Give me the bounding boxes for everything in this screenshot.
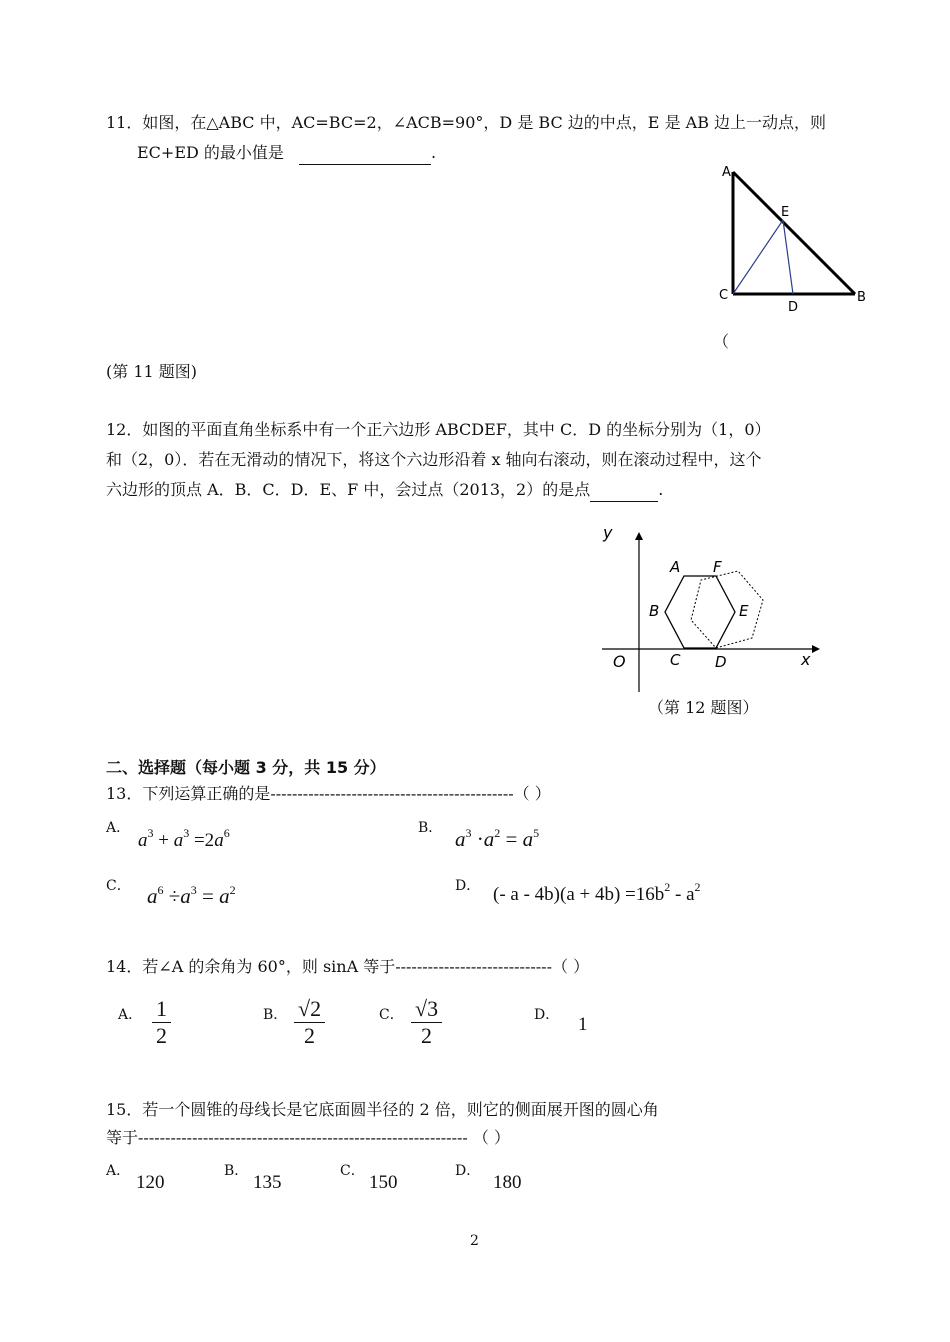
q15-line2: 等于------------------------------------------------------------- （ ）	[106, 1128, 510, 1147]
q12-answer-blank[interactable]	[590, 479, 658, 502]
q13-option-c[interactable]	[106, 875, 131, 895]
q13-c-exp1: 6	[157, 883, 164, 897]
q13-c-exp2: 3	[190, 883, 197, 897]
q11-caption: (第 11 题图)	[106, 362, 198, 381]
q13-d-main: (- a - 4b)(a + 4b) =16b	[493, 884, 665, 905]
q14-stem: 14．若∠A 的余角为 60°，则 sinA 等于-----------------------------（ ）	[106, 957, 590, 976]
q12-line3	[106, 479, 663, 502]
q15-option-b-value: 135	[253, 1172, 282, 1193]
q13-a-base1: a	[138, 830, 148, 851]
q13-option-d-label: D．	[455, 878, 481, 894]
q13-a-exp1: 3	[147, 826, 154, 840]
q12-label-b: B	[649, 602, 660, 620]
q11-label-b: B	[857, 290, 866, 305]
q15-option-a-value: 120	[136, 1172, 165, 1193]
q12-x-arrow	[812, 645, 820, 653]
q11-answer-blank[interactable]	[299, 142, 431, 165]
q12-line3-text: 六边形的顶点 A．B．C．D．E、F 中，会过点（2013，2）的是点	[106, 480, 591, 499]
q13-stem: 13．下列运算正确的是---------------------------------------------（ ）	[106, 784, 551, 803]
q11-label-a: A	[722, 165, 731, 180]
q12-label-x: x	[801, 650, 811, 669]
q12-label-d: D	[715, 653, 727, 671]
q14-c-num: √3	[415, 996, 439, 1021]
q11-line2-text: EC+ED 的最小值是	[137, 143, 284, 162]
q11-side-ab	[733, 172, 855, 294]
q12-label-f: F	[713, 558, 722, 576]
q13-b-base1: a	[455, 827, 466, 851]
q12-label-a: A	[670, 558, 681, 576]
q14-option-a-label[interactable]: A．	[118, 1007, 143, 1023]
q13-b-exp3: 5	[533, 826, 540, 840]
q13-b-exp1: 3	[465, 826, 472, 840]
q11-label-c: C	[719, 288, 729, 303]
q13-b-dot: ·	[471, 827, 484, 851]
q11-figure	[715, 158, 875, 318]
q13-c-base1: a	[147, 884, 158, 908]
q13-c-base2: a	[180, 884, 191, 908]
q13-c-base3: a	[219, 884, 230, 908]
q13-option-a-expr	[138, 826, 230, 852]
q15-option-a-label[interactable]: A．	[106, 1163, 131, 1179]
q13-b-base3: a	[522, 827, 534, 851]
q13-c-exp3: 2	[229, 883, 236, 897]
q13-a-exp2: 3	[183, 826, 190, 840]
q13-a-plus: +	[153, 830, 174, 851]
page-number: 2	[470, 1233, 479, 1249]
q13-option-d[interactable]	[455, 875, 480, 895]
q11-label-d: D	[788, 300, 799, 315]
q14-option-d-label[interactable]: D．	[534, 1007, 560, 1023]
q13-a-eq: =2	[189, 830, 215, 851]
q14-b-num: √2	[298, 996, 322, 1021]
q12-label-y: y	[603, 523, 613, 542]
q12-caption: （第 12 题图）	[648, 698, 759, 717]
q12-label-e: E	[739, 602, 749, 620]
q15-line1: 15．若一个圆锥的母线长是它底面圆半径的 2 倍，则它的侧面展开图的圆心角	[106, 1100, 659, 1119]
q14-option-d-value: 1	[578, 1014, 588, 1035]
q12-label-o: O	[613, 652, 626, 671]
q12-label-c: C	[670, 651, 681, 669]
q14-a-num: 1	[156, 996, 167, 1021]
q12-y-arrow	[635, 532, 643, 540]
q14-option-b-frac	[294, 996, 325, 1049]
q15-option-d-value: 180	[493, 1172, 522, 1193]
q13-option-a[interactable]	[106, 817, 130, 837]
q15-option-c-label[interactable]: C．	[340, 1163, 365, 1179]
q13-option-c-expr	[147, 883, 236, 909]
q13-d-tail: - a	[670, 884, 695, 905]
q11-label-e: E	[781, 205, 790, 220]
q12-hexagon-rolled	[691, 571, 763, 648]
q14-option-c-label[interactable]: C．	[379, 1007, 404, 1023]
q13-c-div: ÷	[163, 884, 181, 908]
q11-line2-end: .	[431, 143, 437, 162]
q13-option-b[interactable]	[418, 817, 442, 837]
q12-figure	[598, 520, 828, 695]
q12-line3-end: .	[658, 480, 664, 499]
q15-option-b-label[interactable]: B．	[224, 1163, 249, 1179]
q13-d-exp2: 2	[694, 880, 701, 894]
q14-option-b-label[interactable]: B．	[263, 1007, 288, 1023]
q14-option-a-frac	[152, 996, 171, 1049]
q13-b-eq: =	[500, 827, 523, 851]
q11-line2	[137, 142, 436, 165]
q13-a-base2: a	[173, 830, 184, 851]
q13-a-exp3: 6	[223, 826, 230, 840]
q15-option-d-label[interactable]: D．	[455, 1163, 481, 1179]
q13-b-base2: a	[483, 827, 495, 851]
q11-line1: 11．如图，在△ABC 中，AC=BC=2，∠ACB=90°，D 是 BC 边的中点，E 是 AB 边上一动点，则	[106, 113, 827, 132]
q11-paren: （	[713, 332, 730, 351]
q14-c-den: 2	[411, 1022, 442, 1049]
q13-option-b-expr	[455, 826, 539, 852]
q12-hexagon	[665, 576, 735, 648]
q13-a-base3: a	[214, 830, 224, 851]
q13-option-b-label: B．	[418, 820, 443, 836]
q13-option-c-label: C．	[106, 878, 131, 894]
q11-segment-ec	[733, 220, 783, 294]
q13-d-exp1: 2	[664, 880, 671, 894]
q14-b-den: 2	[294, 1022, 325, 1049]
section2-heading: 二、选择题（每小题 3 分，共 15 分）	[106, 758, 386, 777]
q13-option-d-expr	[493, 880, 701, 906]
q13-option-a-label: A．	[106, 820, 131, 836]
q13-b-exp2: 2	[494, 826, 501, 840]
q14-a-den: 2	[152, 1022, 171, 1049]
q12-line2: 和（2，0）．若在无滑动的情况下，将这个六边形沿着 x 轴向右滚动，则在滚动过程中，这个	[106, 450, 762, 469]
q15-option-c-value: 150	[369, 1172, 398, 1193]
q12-line1: 12．如图的平面直角坐标系中有一个正六边形 ABCDEF，其中 C．D 的坐标分别为（1，0）	[106, 420, 771, 439]
q13-c-eq: =	[196, 884, 220, 908]
q14-option-c-frac	[411, 996, 442, 1049]
